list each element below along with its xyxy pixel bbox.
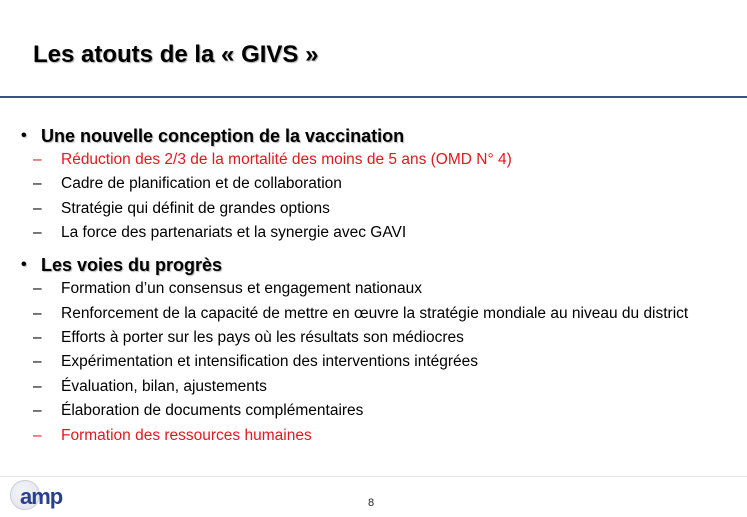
sub-item-text: La force des partenariats et la synergie avec GAVI: [61, 224, 407, 242]
dash-icon: –: [33, 402, 42, 420]
sub-item: [20, 150, 735, 170]
sub-item: [20, 401, 735, 421]
bullet-icon: •: [21, 256, 27, 274]
bullet-icon: •: [21, 127, 27, 144]
dash-icon: –: [33, 151, 42, 168]
bullet-item: [20, 124, 735, 243]
dash-icon: –: [33, 328, 42, 346]
sub-item: [20, 223, 735, 243]
sub-item: [20, 426, 735, 446]
sub-list: [20, 279, 735, 445]
slide-title: Les atouts de la « GIVS »: [33, 41, 319, 68]
footer-divider: [0, 476, 747, 477]
sub-item: [20, 352, 735, 372]
slide-content: [20, 124, 735, 456]
page-number: 8: [368, 497, 375, 509]
dash-icon: –: [33, 224, 42, 242]
sub-item: [20, 174, 735, 194]
amp-logo: [8, 478, 78, 514]
sub-item-text: Cadre de planification et de collaboration: [61, 175, 342, 193]
sub-item: [20, 199, 735, 219]
sub-item: [20, 279, 735, 299]
dash-icon: –: [33, 175, 42, 193]
sub-item-text: Stratégie qui définit de grandes options: [61, 199, 330, 217]
bullet-item: [20, 253, 735, 445]
sub-item-text: Évaluation, bilan, ajustements: [61, 377, 267, 395]
dash-icon: –: [33, 280, 42, 298]
bullet-text: Les voies du progrès: [41, 255, 223, 276]
dash-icon: –: [33, 353, 42, 371]
title-divider: [0, 96, 747, 98]
sub-item-text: Efforts à porter sur les pays où les résultats son médiocres: [61, 328, 464, 346]
sub-list: [20, 150, 735, 243]
bullet-text: Une nouvelle conception de la vaccination: [41, 126, 405, 146]
sub-item: [20, 377, 735, 397]
sub-item-text: Formation d’un consensus et engagement nationaux: [61, 280, 423, 298]
sub-item-text: Expérimentation et intensification des interventions intégrées: [61, 353, 479, 371]
sub-item: [20, 328, 735, 348]
dash-icon: –: [33, 377, 42, 395]
dash-icon: –: [33, 426, 42, 444]
sub-item-text: Formation des ressources humaines: [61, 426, 312, 444]
dash-icon: –: [33, 304, 42, 322]
sub-item: [20, 304, 735, 324]
logo-text: amp: [20, 484, 63, 509]
sub-item-text: Élaboration de documents complémentaires: [61, 402, 364, 420]
sub-item-text: Renforcement de la capacité de mettre en œuvre la stratégie mondiale au niveau du district: [61, 304, 689, 322]
sub-item-text: Réduction des 2/3 de la mortalité des moins de 5 ans (OMD N° 4): [61, 151, 512, 168]
dash-icon: –: [33, 199, 42, 217]
